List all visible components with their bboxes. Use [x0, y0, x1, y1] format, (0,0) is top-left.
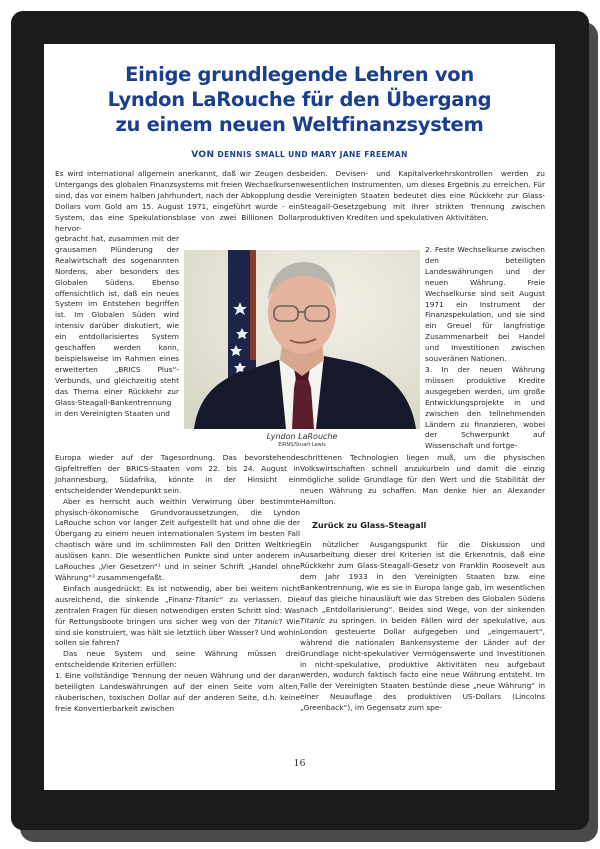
left-column-narrow	[55, 234, 179, 419]
photo-credit: EIRNS/Stuart Lewis	[278, 442, 326, 448]
section-subheading: Zurück zu Glass-Steagall	[312, 519, 427, 530]
paragraph: 3. In der neuen Währung müssen produktive Kredite ausgegeben werden, um große Entwicklungsprojekte in und zwischen den teilnehmenden Ländern zu finanzieren, wobei der Schwerpunkt auf Wissenschaft und fortge-	[425, 364, 545, 451]
flag-icon	[228, 250, 256, 380]
article-title	[44, 62, 555, 137]
title-line: zu einem neuen Weltfinanzsystem	[115, 113, 484, 136]
portrait-illustration	[184, 250, 420, 429]
text-run-italic: Titanic	[253, 616, 279, 626]
byline-authors: DENNIS SMALL UND MARY JANE FREEMAN	[217, 150, 408, 159]
left-column-top	[55, 169, 300, 234]
paragraph: Das neue System und seine Währung müssen drei entscheidende Kriterien erfüllen:	[55, 649, 300, 670]
portrait-photo	[184, 250, 420, 429]
paragraph: Aber es herrscht auch weithin Verwirrung über bestimmte physisch-ökonomische Grundvoraussetzungen, die Lyndon LaRouche schon vor langer Zeit aufgestellt hat und ohne die der Übergang zu einem neuen internationalen System im besten Fall chaotisch wäre und im schlimmsten Fall den Dritten Weltkrieg auslösen kann. Die wesentlichen Punkte sind unter anderem in LaRouches „Vier Gesetzen“¹ und in seiner Schrift „Handel ohne Währung“² zusammengefaßt.	[55, 496, 300, 582]
paragraph: 2. Feste Wechselkurse zwischen den beteiligten Landeswährungen und der neuen Währung. Freie Wechselkurse sind seit August 1971 ein Instrument der Finanzspekulation, und sie sind ein Greuel für langfristige Zusammenarbeit bei Handel und Investitionen zwischen souveränen Nationen.	[425, 245, 545, 364]
right-column-bottom	[300, 453, 545, 714]
photo-caption	[184, 432, 420, 448]
left-column-bottom	[55, 453, 300, 715]
paragraph: Es wird international allgemein anerkannt, daß wir Zeugen des Untergangs des globalen Finanzsystems mit freien Wechselkursen sind, das vor einem halben Jahrhundert, nach der Abkopplung des Dollars vom Gold am 15. August 1971, eingeführt wurde - ein System, das eine Spekulationsblase von zwei Billionen Dollar hervor-	[55, 169, 300, 233]
caption-text: Lyndon LaRouche	[266, 432, 338, 441]
paragraph: schrittenen Technologien liegen muß, um die physischen Volkswirtschaften schnell anzukurbeln und damit die einzig mögliche solide Grundlage für den Wert und die Stabilität der neuen Währung zu schaffen. Man denke hier an Alexander Hamilton.	[300, 453, 545, 506]
page-number: 16	[293, 758, 306, 769]
text-run: “ zu verlassen. Die zentralen Fragen für diesen notwendigen ersten Schritt sind: Was für Rettungsboote bringen uns sicher weg von der	[55, 594, 300, 626]
byline	[44, 150, 555, 160]
paragraph: gebracht hat, zusammen mit der grausamen Plünderung der Realwirtschaft des sogenannten Nordens, aber besonders des Globalen Südens. Ebenso offensichtlich ist, daß ein neues System im Entstehen begriffen ist. Im Globalen Süden wird intensiv darüber diskutiert, wie ein entdollarisiertes System geschaffen werden kann, beispielsweise im Rahmen eines erweiterten „BRICS Plus“-Verbunds, und gleichzeitig steht das Thema einer Rückkehr zur Glass-Steagall-Bankentrennung in den Vereinigten Staaten und	[55, 234, 179, 418]
paragraph	[55, 584, 300, 649]
paragraph	[300, 540, 545, 715]
title-line: Einige grundlegende Lehren von	[125, 63, 474, 86]
byline-prefix: VON	[191, 150, 215, 160]
text-run: ? Wie sind sie konstruiert, was hält sie letztlich über Wasser? Und wohin sollen sie fahren?	[55, 616, 300, 648]
text-run: Einfach ausgedrückt: Es ist notwendig, aber bei weitem nicht ausreichend, die sinkende „Finanz-	[55, 583, 300, 604]
right-column-narrow	[425, 245, 545, 452]
text-run: Ein nützlicher Ausgangspunkt für die Diskussion und Ausarbeitung dieser drei Kriterien ist die Erkenntnis, daß eine Rückkehr zum Glass-Steagall-Gesetz von Franklin Roosevelt aus dem Jahr 1933 in den Vereinigten Staaten bzw. eine Bankentrennung, wie es sie in Europa lange gab, im wesentlichen auf das gleiche hinausläuft wie das Streben des Globalen Südens nach „Entdollarisierung“. Beides sind Wege, von der sinkenden	[300, 539, 545, 614]
right-column-top	[300, 169, 545, 224]
paragraph: Europa wieder auf der Tagesordnung. Das bevorstehende Gipfeltreffen der BRICS-Staaten vom 22. bis 24. August in Johannesburg, Südafrika, könnte in der Hinsicht ein entscheidender Wendepunkt sein.	[55, 453, 300, 495]
title-line: Lyndon LaRouche für den Übergang	[107, 88, 492, 111]
document-page	[44, 44, 555, 790]
text-run-italic: Titanic	[194, 594, 220, 604]
paragraph: beiden. Devisen- und Kapitalverkehrskontrollen werden zu wesentlichen Instrumenten, um dieses Ergebnis zu erreichen. Für die Vereinigten Staaten bedeutet dies eine Rückkehr zur Glass-Steagall-Gesetzgebung mit ihrer strikten Trennung zwischen produktiven Krediten und spekulativen Aktivitäten.	[300, 169, 545, 222]
text-run-italic: Titanic	[300, 615, 325, 625]
paragraph: 1. Eine vollständige Trennung der neuen Währung und der daran beteiligten Landeswährungen auf der einen Seite vom alten, räuberischen, toxischen Dollar auf der anderen Seite, d.h. keine freie Konvertierbarkeit zwischen	[55, 671, 300, 713]
text-run: zu springen. In beiden Fällen wird der spekulative, aus London gesteuerte Dollar aufgegeben und „eingemauert“, während die nationalen Bankensysteme der Länder auf der Grundlage nicht-spekulativer Vermögenswerte und Investitionen in nicht-spekulative, produktive Aktivitäten neu aufgebaut werden, wodurch faktisch facto eine neue Währung entsteht. Im Falle der Vereinigten Staaten bestünde diese „neue Währung“ in einer Neuauflage des produktiven US-Dollars (Lincolns „Greenback“), im Gegensatz zum spe-	[300, 615, 545, 713]
